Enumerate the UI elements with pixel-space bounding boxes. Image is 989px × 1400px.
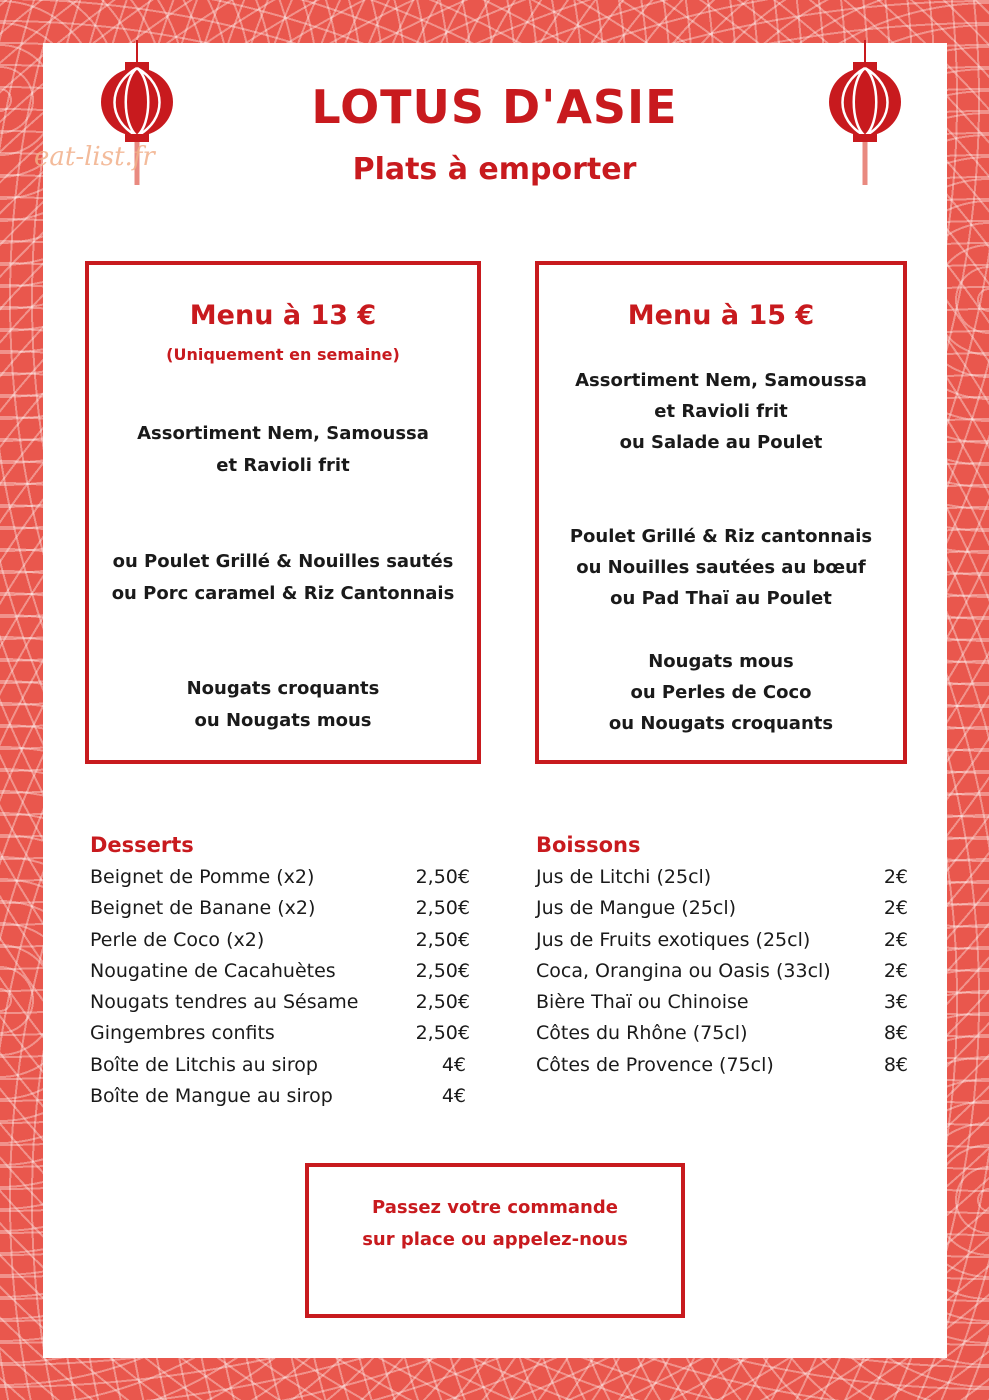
menu-15-line: ou Perles de Coco: [630, 682, 812, 703]
desserts-title: Desserts: [90, 833, 194, 857]
list-item: [536, 866, 908, 897]
menu-15-title: Menu à 15 €: [627, 300, 815, 331]
dessert-price: 4€: [441, 1085, 466, 1108]
list-item: [90, 929, 470, 960]
menu-13-note: (Uniquement en semaine): [166, 345, 400, 364]
order-line: sur place ou appelez-nous: [362, 1229, 628, 1250]
menu-13-line: Nougats croquants: [186, 678, 380, 699]
list-item: [90, 897, 470, 928]
menu-15-box: [535, 261, 907, 764]
list-item: [536, 960, 908, 991]
drink-price: 2€: [883, 897, 908, 920]
drink-price: 2€: [883, 928, 908, 951]
page-subtitle: Plats à emporter: [352, 152, 637, 187]
drink-name: Bière Thaï ou Chinoise: [536, 991, 749, 1014]
dessert-price: 2,50€: [415, 959, 470, 982]
dessert-price: 2,50€: [415, 1022, 470, 1045]
drink-name: Jus de Mangue (25cl): [536, 897, 737, 920]
dessert-name: Beignet de Banane (x2): [90, 897, 316, 920]
list-item: [90, 991, 470, 1022]
menu-15-line: ou Salade au Poulet: [619, 432, 823, 453]
drink-price: 8€: [883, 1022, 908, 1045]
menu-15-line: Poulet Grillé & Riz cantonnais: [569, 526, 873, 547]
menu-15-line: Assortiment Nem, Samoussa: [575, 370, 867, 391]
boissons-list: [536, 866, 908, 1085]
dessert-name: Nougats tendres au Sésame: [90, 991, 359, 1014]
menu-15-line: ou Nougats croquants: [608, 713, 834, 734]
menu-13-line: ou Nougats mous: [194, 710, 372, 731]
list-item: [90, 866, 470, 897]
drink-name: Coca, Orangina ou Oasis (33cl): [536, 959, 831, 982]
list-item: [536, 897, 908, 928]
dessert-price: 4€: [441, 1053, 466, 1076]
dessert-price: 2,50€: [415, 928, 470, 951]
list-item: [90, 1022, 470, 1053]
drink-name: Côtes de Provence (75cl): [536, 1053, 774, 1076]
drink-price: 2€: [883, 866, 908, 888]
list-item: [90, 1054, 470, 1085]
menu-13-title: Menu à 13 €: [189, 300, 377, 331]
boissons-title: Boissons: [536, 833, 641, 857]
menu-15-line: ou Nouilles sautées au bœuf: [576, 557, 866, 578]
list-item: [90, 960, 470, 991]
dessert-name: Nougatine de Cacahuètes: [90, 959, 336, 982]
menu-15-line: ou Pad Thaï au Poulet: [610, 588, 832, 609]
menu-13-box: [85, 261, 481, 764]
dessert-name: Boîte de Mangue au sirop: [90, 1085, 333, 1108]
list-item: [536, 1054, 908, 1085]
order-callout: [305, 1163, 685, 1318]
menu-15-line: Nougats mous: [648, 651, 794, 672]
drink-price: 2€: [883, 959, 908, 982]
dessert-price: 2,50€: [415, 866, 470, 888]
drink-name: Côtes du Rhône (75cl): [536, 1022, 748, 1045]
drink-name: Jus de Fruits exotiques (25cl): [536, 928, 811, 951]
dessert-name: Beignet de Pomme (x2): [90, 866, 315, 888]
list-item: [90, 1085, 470, 1116]
dessert-name: Gingembres confits: [90, 1022, 275, 1045]
drink-name: Jus de Litchi (25cl): [536, 866, 712, 888]
watermark: eat-list.fr: [34, 142, 155, 172]
menu-13-line: ou Porc caramel & Riz Cantonnais: [111, 583, 455, 604]
dessert-name: Perle de Coco (x2): [90, 928, 265, 951]
drink-price: 8€: [883, 1053, 908, 1076]
menu-13-line: ou Poulet Grillé & Nouilles sautés: [112, 551, 454, 572]
list-item: [536, 929, 908, 960]
list-item: [536, 991, 908, 1022]
dessert-price: 2,50€: [415, 897, 470, 920]
dessert-name: Boîte de Litchis au sirop: [90, 1053, 318, 1076]
list-item: [536, 1022, 908, 1053]
menu-15-line: et Ravioli frit: [654, 401, 788, 422]
dessert-price: 2,50€: [415, 991, 470, 1014]
desserts-list: [90, 866, 470, 1116]
menu-13-line: Assortiment Nem, Samoussa: [137, 423, 429, 444]
order-line: Passez votre commande: [372, 1197, 618, 1218]
restaurant-title: LOTUS D'ASIE: [311, 80, 678, 134]
drink-price: 3€: [883, 991, 908, 1014]
menu-13-line: et Ravioli frit: [216, 455, 350, 476]
